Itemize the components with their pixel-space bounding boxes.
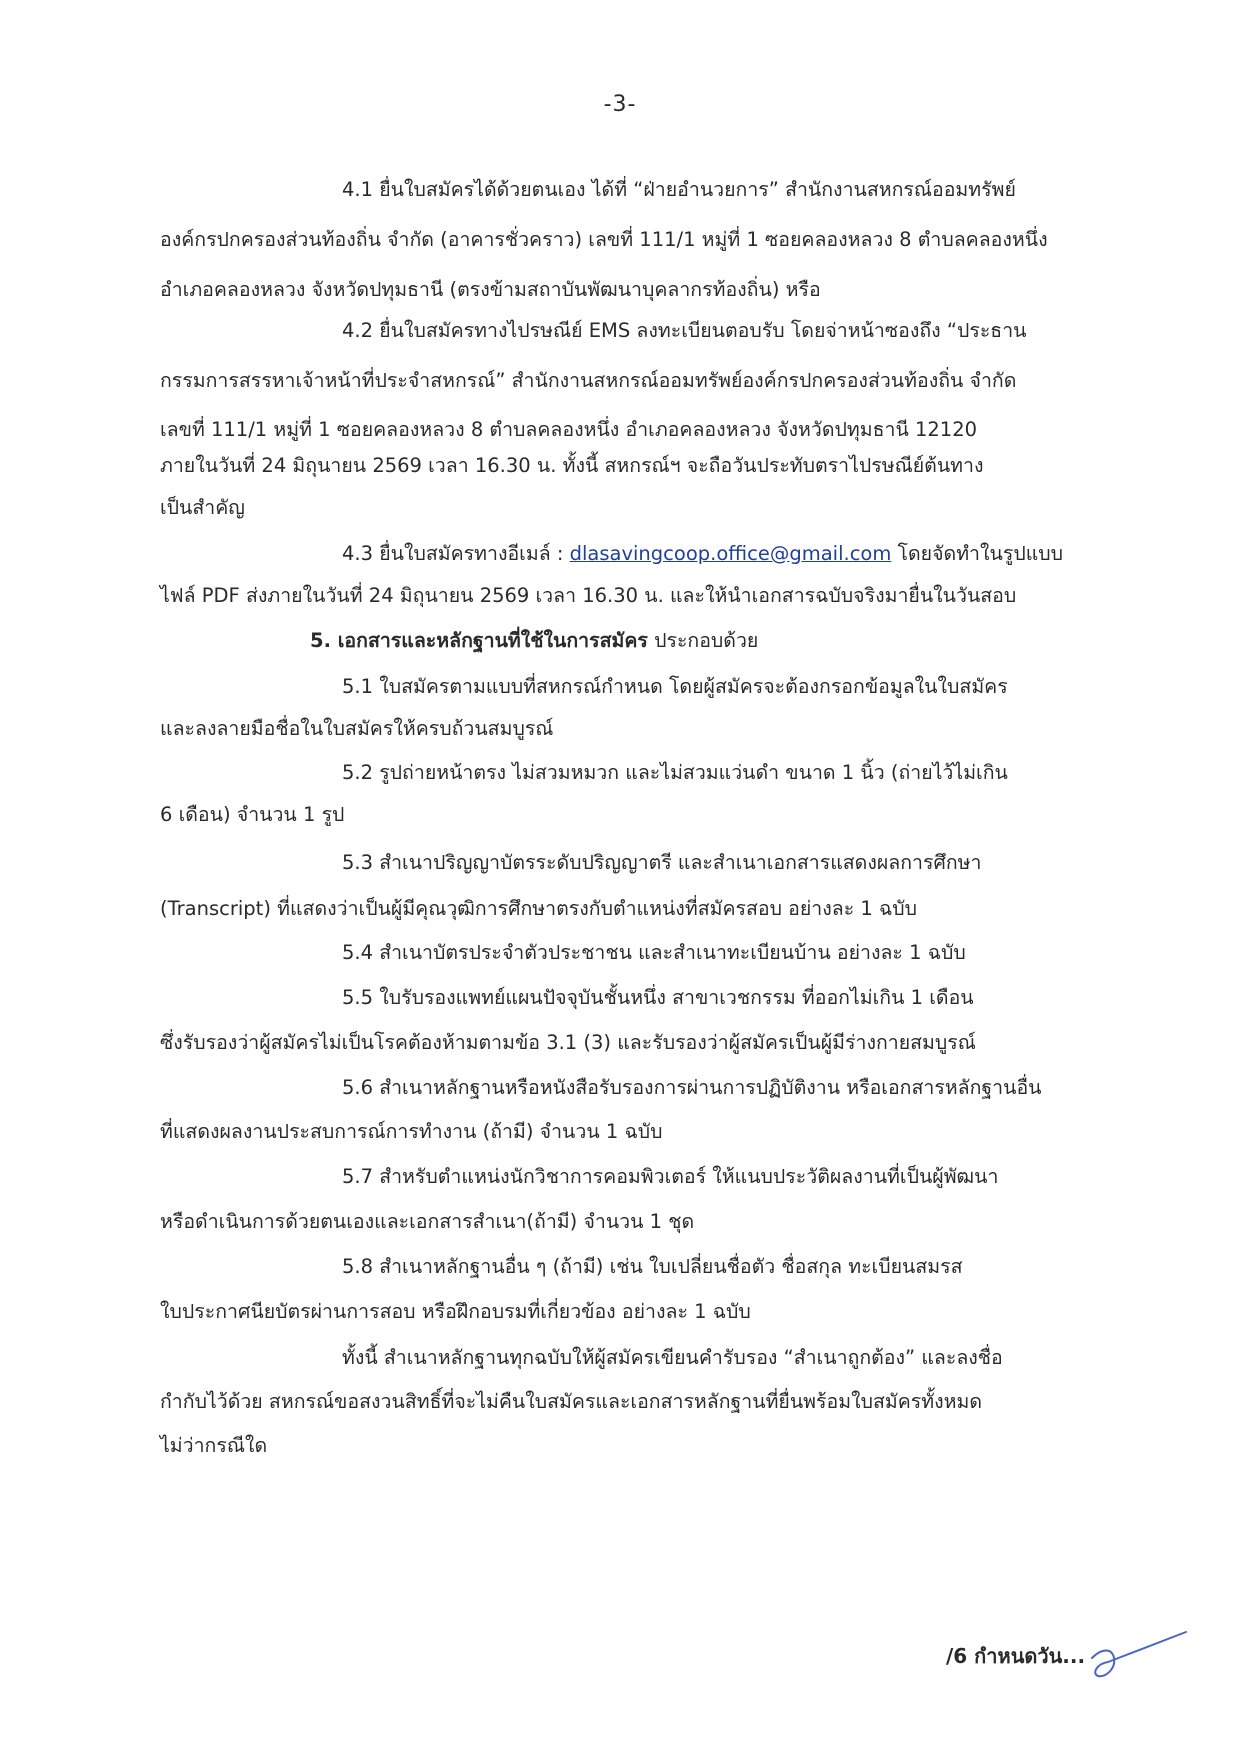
para-5-2-line-1: 5.2 รูปถ่ายหน้าตรง ไม่สวมหมวก และไม่สวมแว่นดำ ขนาด 1 นิ้ว (ถ่ายไว้ไม่เกิน xyxy=(342,761,1008,784)
para-4-3-suffix: โดยจัดทำในรูปแบบ xyxy=(891,542,1064,565)
para-4-1-line-2: องค์กรปกครองส่วนท้องถิ่น จำกัด (อาคารชั่วคราว) เลขที่ 111/1 หมู่ที่ 1 ซอยคลองหลวง 8 ตำบลคลองหนึ่ง xyxy=(160,228,1048,251)
para-4-1-line-3: อำเภอคลองหลวง จังหวัดปทุมธานี (ตรงข้ามสถาบันพัฒนาบุคลากรท้องถิ่น) หรือ xyxy=(160,278,821,301)
para-4-2-line-3: เลขที่ 111/1 หมู่ที่ 1 ซอยคลองหลวง 8 ตำบลคลองหนึ่ง อำเภอคลองหลวง จังหวัดปทุมธานี 12120 xyxy=(160,418,978,441)
section-5-title-suffix: ประกอบด้วย xyxy=(647,629,759,652)
para-5-7-line-2: หรือดำเนินการด้วยตนเองและเอกสารสำเนา(ถ้ามี) จำนวน 1 ชุด xyxy=(160,1210,695,1233)
para-5-7-line-1: 5.7 สำหรับตำแหน่งนักวิชาการคอมพิวเตอร์ ให้แนบประวัติผลงานที่เป็นผู้พัฒนา xyxy=(342,1165,999,1188)
section-5-heading xyxy=(310,631,758,651)
para-5-4-line-1: 5.4 สำเนาบัตรประจำตัวประชาชน และสำเนาทะเบียนบ้าน อย่างละ 1 ฉบับ xyxy=(342,941,966,964)
para-5-2-line-2: 6 เดือน) จำนวน 1 รูป xyxy=(160,803,345,826)
para-4-3-line-2: ไฟล์ PDF ส่งภายในวันที่ 24 มิถุนายน 2569 เวลา 16.30 น. และให้นำเอกสารฉบับจริงมายื่นในวันสอบ xyxy=(160,584,1017,607)
para-5-3-line-1: 5.3 สำเนาปริญญาบัตรระดับปริญญาตรี และสำเนาเอกสารแสดงผลการศึกษา xyxy=(342,851,982,874)
para-5-6-line-1: 5.6 สำเนาหลักฐานหรือหนังสือรับรองการผ่านการปฏิบัติงาน หรือเอกสารหลักฐานอื่น xyxy=(342,1076,1042,1099)
para-5-5-line-1: 5.5 ใบรับรองแพทย์แผนปัจจุบันชั้นหนึ่ง สาขาเวชกรรม ที่ออกไม่เกิน 1 เดือน xyxy=(342,986,974,1009)
closing-line-3: ไม่ว่ากรณีใด xyxy=(160,1434,268,1457)
para-5-3-line-2: (Transcript) ที่แสดงว่าเป็นผู้มีคุณวุฒิการศึกษาตรงกับตำแหน่งที่สมัครสอบ อย่างละ 1 ฉบับ xyxy=(160,897,918,920)
para-5-5-line-2: ซึ่งรับรองว่าผู้สมัครไม่เป็นโรคต้องห้ามตามข้อ 3.1 (3) และรับรองว่าผู้สมัครเป็นผู้มีร่างกายสมบูรณ์ xyxy=(160,1031,976,1054)
section-5-title: 5. เอกสารและหลักฐานที่ใช้ในการสมัคร xyxy=(310,629,648,652)
email-link[interactable]: dlasavingcoop.office@gmail.com xyxy=(569,542,892,565)
page-number: -3- xyxy=(603,92,637,117)
para-4-2-line-1: 4.2 ยื่นใบสมัครทางไปรษณีย์ EMS ลงทะเบียนตอบรับ โดยจ่าหน้าซองถึง “ประธาน xyxy=(342,319,1027,342)
para-4-2-line-5: เป็นสำคัญ xyxy=(160,496,245,519)
para-4-3-prefix: 4.3 ยื่นใบสมัครทางอีเมล์ : xyxy=(342,542,570,565)
para-5-8-line-2: ใบประกาศนียบัตรผ่านการสอบ หรือฝึกอบรมที่เกี่ยวข้อง อย่างละ 1 ฉบับ xyxy=(160,1300,751,1323)
para-4-2-line-4: ภายในวันที่ 24 มิถุนายน 2569 เวลา 16.30 น. ทั้งนี้ สหกรณ์ฯ จะถือวันประทับตราไปรษณีย์ต้นทาง xyxy=(160,454,984,477)
para-5-8-line-1: 5.8 สำเนาหลักฐานอื่น ๆ (ถ้ามี) เช่น ใบเปลี่ยนชื่อตัว ชื่อสกุล ทะเบียนสมรส xyxy=(342,1255,963,1278)
para-4-3-line-1 xyxy=(342,544,1063,564)
para-4-2-line-2: กรรมการสรรหาเจ้าหน้าที่ประจำสหกรณ์” สำนักงานสหกรณ์ออมทรัพย์องค์กรปกครองส่วนท้องถิ่น จำกัด xyxy=(160,369,1017,392)
next-page-indicator: /6 กำหนดวัน... xyxy=(946,1644,1086,1668)
closing-line-1: ทั้งนี้ สำเนาหลักฐานทุกฉบับให้ผู้สมัครเขียนคำรับรอง “สำเนาถูกต้อง” และลงชื่อ xyxy=(342,1346,1003,1369)
para-5-1-line-2: และลงลายมือชื่อในใบสมัครให้ครบถ้วนสมบูรณ์ xyxy=(160,717,554,740)
para-5-6-line-2: ที่แสดงผลงานประสบการณ์การทำงาน (ถ้ามี) จำนวน 1 ฉบับ xyxy=(160,1120,663,1143)
signature-initials-icon xyxy=(1088,1628,1190,1696)
para-4-1-line-1: 4.1 ยื่นใบสมัครได้ด้วยตนเอง ได้ที่ “ฝ่ายอำนวยการ” สำนักงานสหกรณ์ออมทรัพย์ xyxy=(342,178,1016,201)
para-5-1-line-1: 5.1 ใบสมัครตามแบบที่สหกรณ์กำหนด โดยผู้สมัครจะต้องกรอกข้อมูลในใบสมัคร xyxy=(342,675,1008,698)
closing-line-2: กำกับไว้ด้วย สหกรณ์ขอสงวนสิทธิ์ที่จะไม่คืนใบสมัครและเอกสารหลักฐานที่ยื่นพร้อมใบสมัครทั้งหมด xyxy=(160,1390,982,1413)
